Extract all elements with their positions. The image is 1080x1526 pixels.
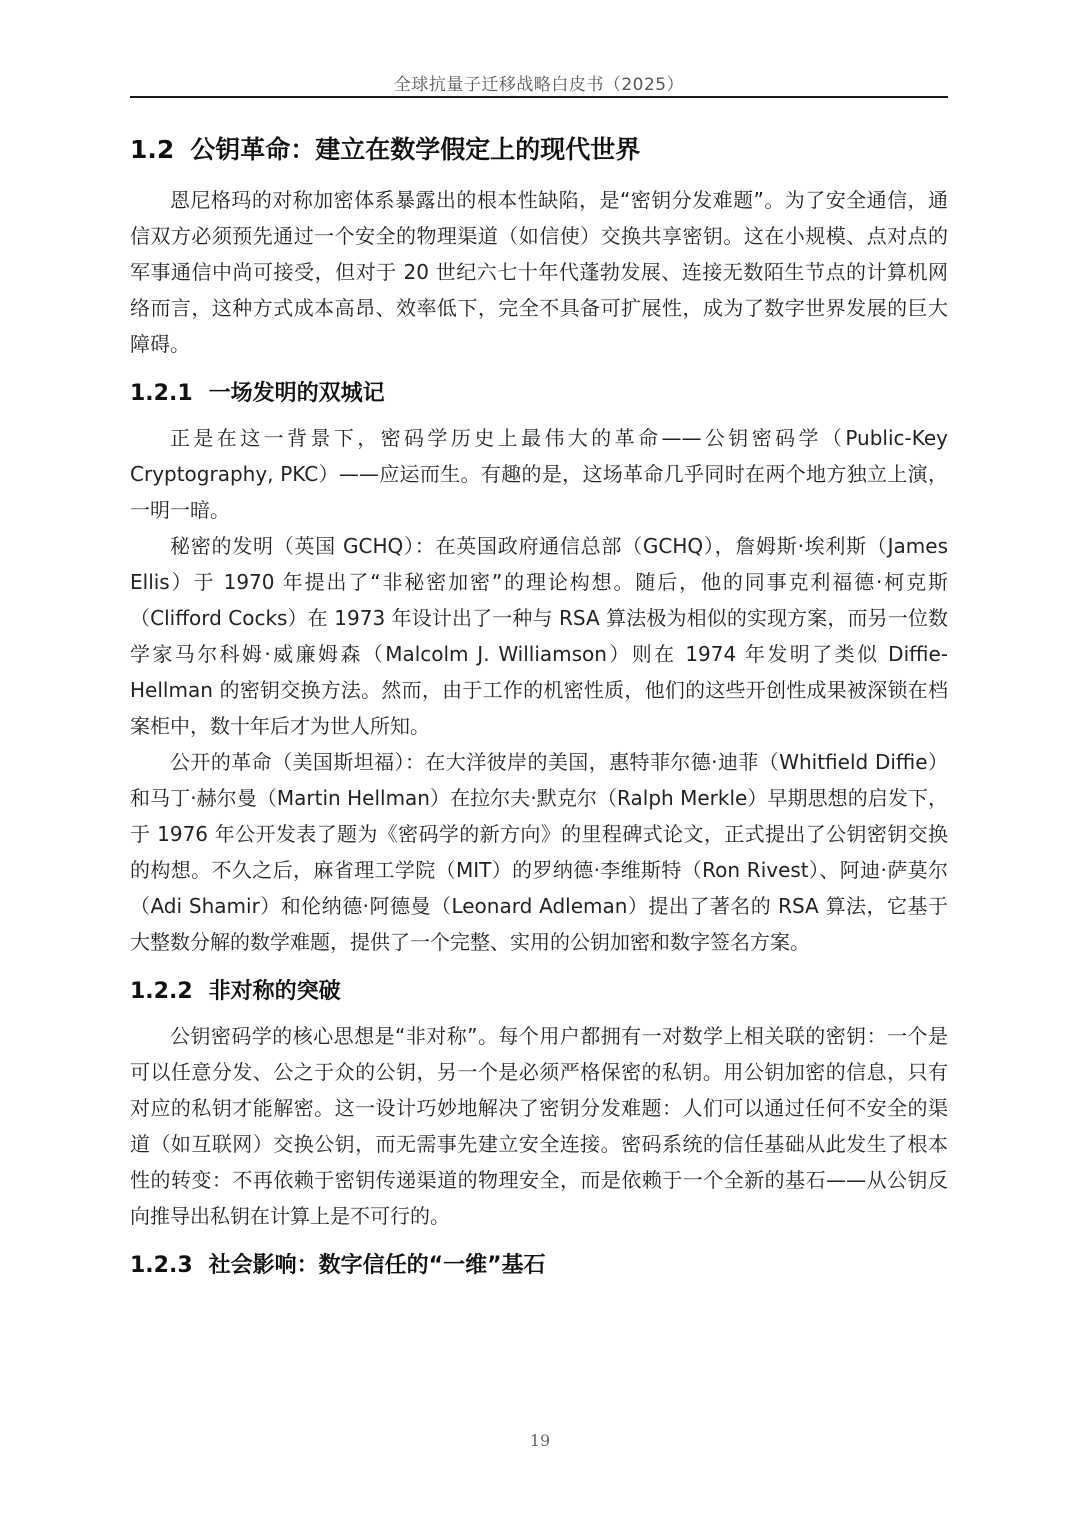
subsection-number: 1.2.2: [130, 979, 193, 1004]
section-heading: [130, 128, 948, 172]
page-number: 19: [529, 1431, 551, 1450]
paragraph: 公开的革命（美国斯坦福）：在大洋彼岸的美国，惠特菲尔德·迪菲（Whitfield Diffie）和马丁·赫尔曼（Martin Hellman）在拉尔夫·默克尔（Ralph Merkle）早期思想的启发下，于 1976 年公开发表了题为《密码学的新方向》的里程碑式论文，正式提出了公钥密钥交换的构想。不久之后，麻省理工学院（MIT）的罗纳德·李维斯特（Ron Rivest）、阿迪·萨莫尔（Adi Shamir）和伦纳德·阿德曼（Leonard Adleman）提出了著名的 RSA 算法，它基于大整数分解的数学难题，提供了一个完整、实用的公钥加密和数字签名方案。: [130, 750, 948, 954]
subsection-number: 1.2.3: [130, 1253, 193, 1278]
section-number: 1.2: [130, 135, 175, 164]
subsection-heading-1-2-2: [130, 972, 948, 1012]
paragraph: 公钥密码学的核心思想是“非对称”。每个用户都拥有一对数学上相关联的密钥：一个是可以任意分发、公之于众的公钥，另一个是必须严格保密的私钥。用公钥加密的信息，只有对应的私钥才能解密。这一设计巧妙地解决了密钥分发难题：人们可以通过任何不安全的渠道（如互联网）交换公钥，而无需事先建立安全连接。密码系统的信任基础从此发生了根本性的转变：不再依赖于密钥传递渠道的物理安全，而是依赖于一个全新的基石——从公钥反向推导出私钥在计算上是不可行的。: [130, 1024, 948, 1228]
header-rule: [130, 96, 948, 98]
subsection-number: 1.2.1: [130, 381, 193, 406]
subsection-heading-1-2-1: [130, 374, 948, 414]
page-content: [130, 128, 948, 1292]
paragraph: 正是在这一背景下，密码学历史上最伟大的革命——公钥密码学（Public-Key Cryptography, PKC）——应运而生。有趣的是，这场革命几乎同时在两个地方独立上演，一明一暗。: [130, 426, 948, 522]
subsection-title: 非对称的突破: [208, 979, 341, 1004]
paragraph: 秘密的发明（英国 GCHQ）：在英国政府通信总部（GCHQ），詹姆斯·埃利斯（James Ellis）于 1970 年提出了“非秘密加密”的理论构想。随后，他的同事克利福德·柯克斯（Clifford Cocks）在 1973 年设计出了一种与 RSA 算法极为相似的实现方案，而另一位数学家马尔科姆·威廉姆森（Malcolm J. Williamson）则在 1974 年发明了类似 Diffie-Hellman 的密钥交换方法。然而，由于工作的机密性质，他们的这些开创性成果被深锁在档案柜中，数十年后才为世人所知。: [130, 534, 948, 738]
running-header: 全球抗量子迁移战略白皮书（2025）: [393, 75, 685, 95]
section-intro-paragraph: 恩尼格玛的对称加密体系暴露出的根本性缺陷，是“密钥分发难题”。为了安全通信，通信双方必须预先通过一个安全的物理渠道（如信使）交换共享密钥。这在小规模、点对点的军事通信中尚可接受，但对于 20 世纪六七十年代蓬勃发展、连接无数陌生节点的计算机网络而言，这种方式成本高昂、效率低下，完全不具备可扩展性，成为了数字世界发展的巨大障碍。: [130, 188, 948, 356]
subsection-heading-1-2-3: [130, 1246, 948, 1286]
subsection-title: 一场发明的双城记: [208, 381, 385, 406]
subsection-title: 社会影响：数字信任的“一维”基石: [208, 1253, 546, 1278]
section-title: 公钥革命：建立在数学假定上的现代世界: [190, 135, 641, 164]
